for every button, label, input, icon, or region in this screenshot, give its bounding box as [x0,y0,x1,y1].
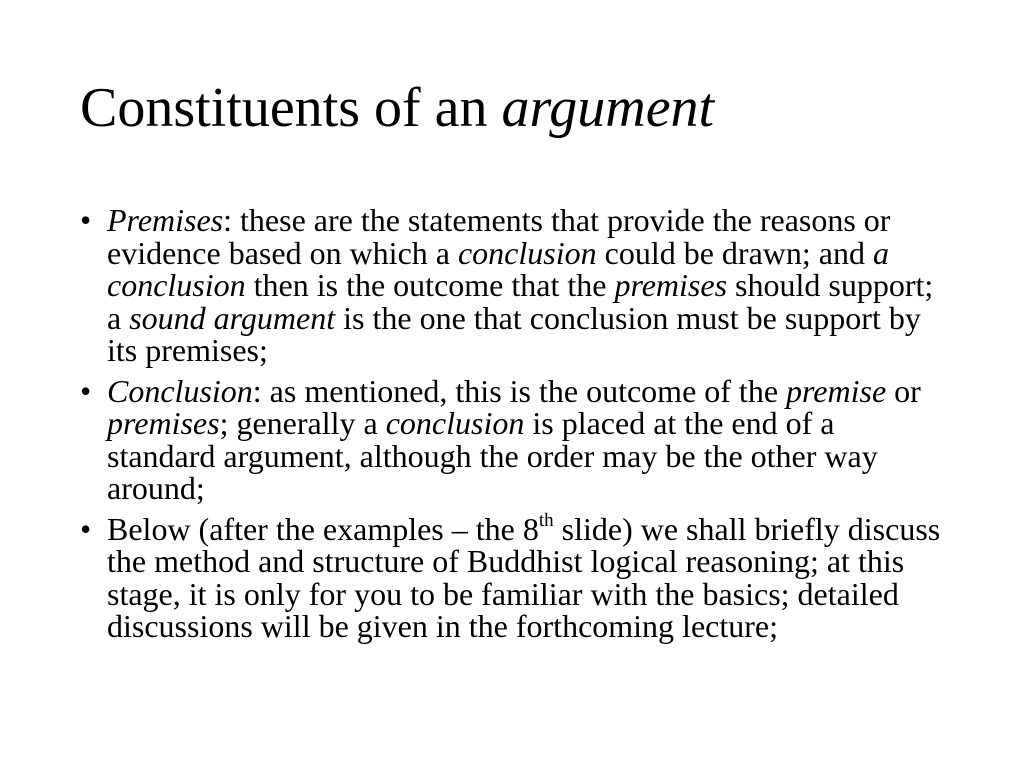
term-premises: premises [614,267,728,303]
bullet-icon: • [80,202,92,238]
term-sound-argument: sound argument [129,299,336,336]
text-segment: : as mentioned, this is the outcome of the [252,372,787,409]
term-premise: premise [786,372,887,409]
text-segment: then is the outcome that the [245,267,615,303]
term-premises: Premises [107,202,224,238]
term-premises: premises [107,405,220,441]
bullet-text [107,373,921,507]
bullet-list [80,204,950,651]
text-segment: could be drawn; and [596,234,873,271]
ordinal-superscript: th [538,509,554,531]
text-segment: is placed at the end of a standard argument, although the order may be the other way around; [107,405,878,506]
bullet-text [107,202,933,368]
bullet-icon: • [80,372,92,409]
text-segment: should support; a [107,267,934,336]
bullet-item-conclusion [80,372,950,506]
bullet-text [107,511,940,645]
text-segment: is the one that conclusion must be support by its premises; [107,299,921,368]
text-segment: : these are the statements that provide the reasons or evidence based on which a [107,202,891,271]
title-italic-text: argument [501,77,715,139]
term-conclusion: conclusion [457,234,597,271]
term-conclusion: Conclusion [107,372,253,409]
title-plain-text: Constituents of an [80,77,502,139]
text-segment: ; generally a [219,405,386,441]
term-a-conclusion: a conclusion [107,234,889,303]
bullet-item-premises [80,204,950,367]
text-segment: or [886,372,921,409]
slide-title [80,78,714,140]
text-segment: slide) we shall briefly discuss the method and structure of Buddhist logical reasoning; at this stage, it is only for you to be familiar with the basics; detailed discussions will be given in the forthcoming lecture; [107,510,941,644]
text-segment: Below (after the examples – the 8 [107,510,539,547]
bullet-item-below [80,509,950,644]
term-conclusion: conclusion [385,405,525,441]
bullet-icon: • [80,510,92,547]
